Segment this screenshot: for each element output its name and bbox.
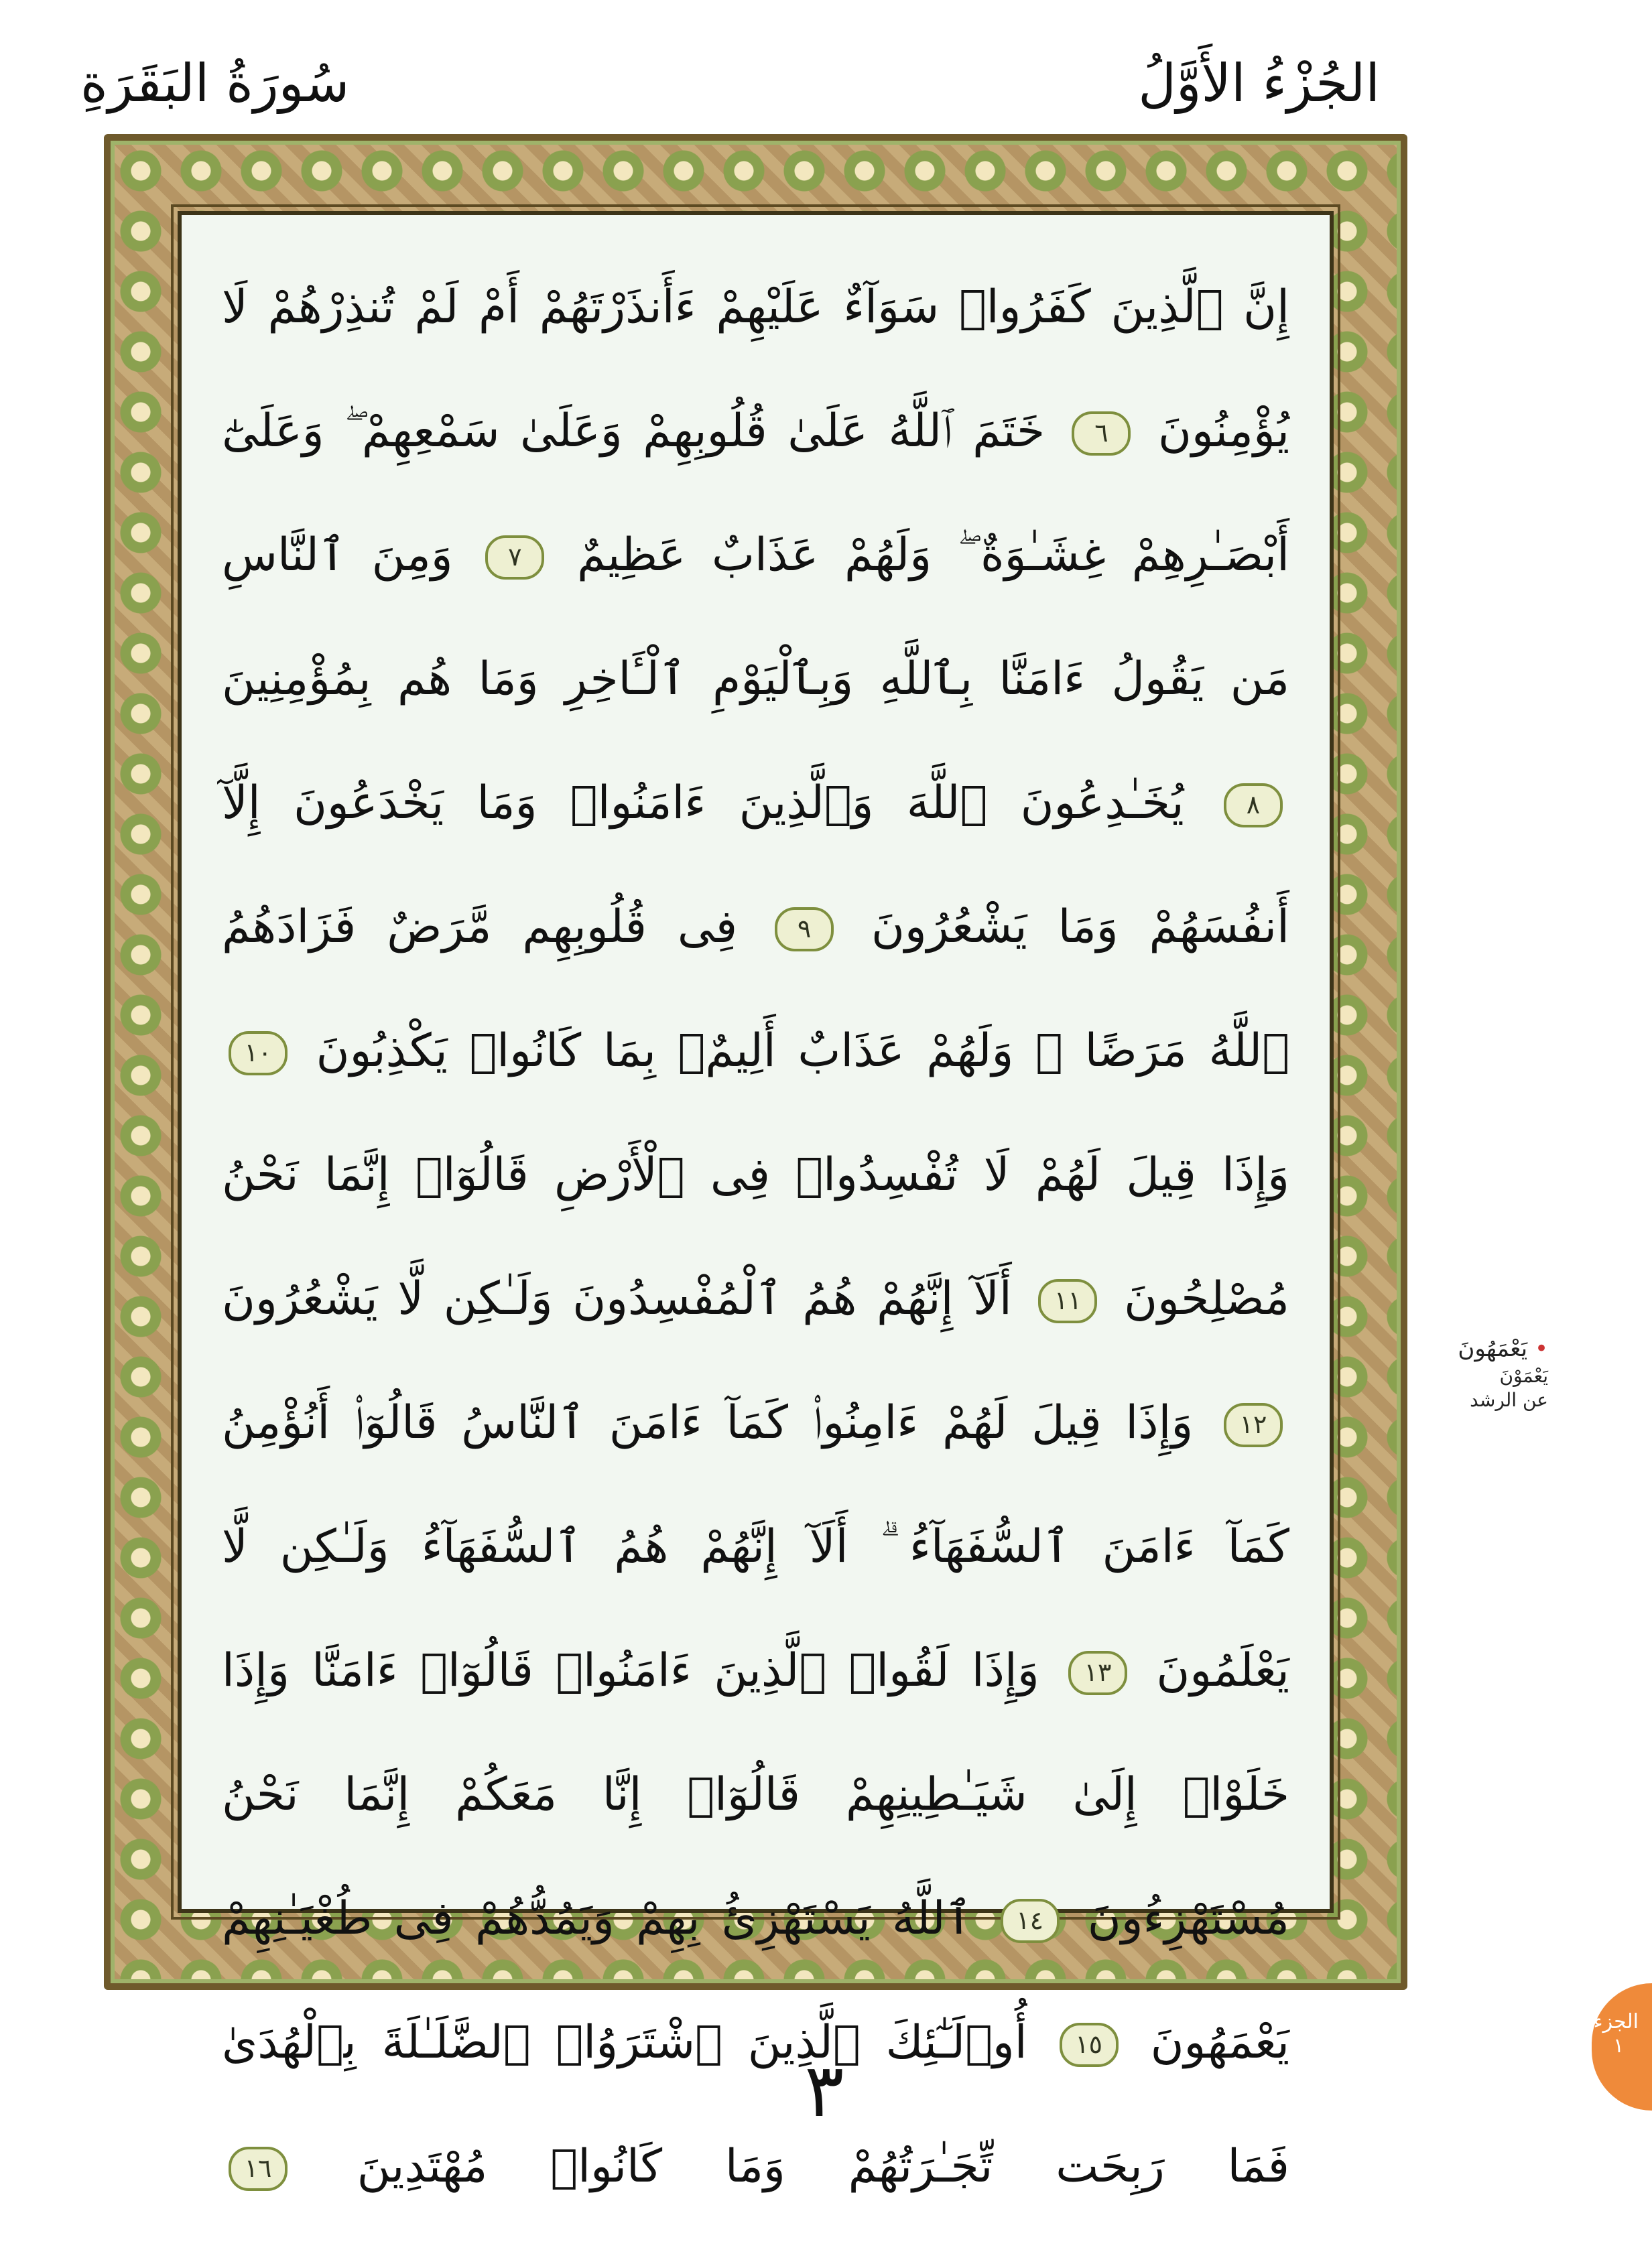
- text-panel: [178, 211, 1334, 2193]
- verse-number-marker: ١٥: [1060, 2023, 1119, 2067]
- juz-title: الجُزْءُ الأَوَّلُ: [1138, 54, 1380, 114]
- verse-block: [222, 245, 1290, 2193]
- verse-text: وَمِنَ ٱلنَّاسِ مَن يَقُولُ ءَامَنَّا بِٱللَّهِ وَبِٱلْيَوْمِ ٱلْـَٔاخِرِ وَمَا هُم بِمُؤْمِنِينَ: [222, 529, 1289, 706]
- page-number: ٣: [804, 2048, 844, 2133]
- verse-text: خَتَمَ ٱللَّهُ عَلَىٰ قُلُوبِهِمْ وَعَلَىٰ سَمْعِهِمْ ۖ وَعَلَىٰٓ أَبْصَـٰرِهِمْ غِشَـٰوَةٌ ۖ وَلَهُمْ عَذَابٌ عَظِيمٌ: [222, 405, 1289, 582]
- verse-text: وَإِذَا قِيلَ لَهُمْ ءَامِنُوا۟ كَمَآ ءَامَنَ ٱلنَّاسُ قَالُوٓا۟ أَنُؤْمِنُ كَمَآ ءَامَنَ ٱلسُّفَهَآءُ ۗ أَلَآ إِنَّهُمْ هُمُ ٱلسُّفَهَآءُ وَلَـٰكِن لَّا يَعْلَمُونَ: [222, 1396, 1289, 1697]
- verse-number-marker: ١٣: [1068, 1651, 1127, 1695]
- verse-number-marker: ٨: [1224, 783, 1283, 827]
- bullet-icon: •: [1534, 1335, 1548, 1362]
- verse-text: وَإِذَا لَقُوا۟ ٱلَّذِينَ ءَامَنُوا۟ قَالُوٓا۟ ءَامَنَّا وَإِذَا خَلَوْا۟ إِلَىٰ شَيَـٰطِينِهِمْ قَالُوٓا۟ إِنَّا مَعَكُمْ إِنَّمَا نَحْنُ مُسْتَهْزِءُونَ: [222, 1644, 1289, 1945]
- verse-text: يُخَـٰدِعُونَ ٱللَّهَ وَٱلَّذِينَ ءَامَنُوا۟ وَمَا يَخْدَعُونَ إِلَّآ أَنفُسَهُمْ وَمَا يَشْعُرُونَ: [222, 777, 1289, 953]
- verse-number-marker: ١٠: [229, 1031, 288, 1075]
- verse-number-marker: ١١: [1038, 1279, 1097, 1323]
- verse-number-marker: ٧: [485, 535, 544, 580]
- verse-number-marker: ٦: [1072, 411, 1131, 456]
- verse-text: أَلَآ إِنَّهُمْ هُمُ ٱلْمُفْسِدُونَ وَلَـٰكِن لَّا يَشْعُرُونَ: [222, 1272, 1012, 1325]
- verse-text: ٱللَّهُ يَسْتَهْزِئُ بِهِمْ وَيَمُدُّهُمْ فِى طُغْيَـٰنِهِمْ يَعْمَهُونَ: [222, 1892, 1290, 2069]
- margin-note-gloss: عن الرشد: [1470, 1389, 1548, 1411]
- verse-text: أُو۟لَـٰٓئِكَ ٱلَّذِينَ ٱشْتَرَوُا۟ ٱلضَّلَـٰلَةَ بِٱلْهُدَىٰ فَمَا رَبِحَت تِّجَـٰرَتُهُمْ وَمَا كَانُوا۟ مُهْتَدِينَ: [222, 2016, 1289, 2193]
- verse-number-marker: ١٦: [229, 2147, 288, 2191]
- margin-note-word: يَعْمَهُونَ: [1458, 1335, 1528, 1362]
- surah-title: سُورَةُ البَقَرَةِ: [80, 54, 350, 114]
- verse-number-marker: ١٤: [1001, 1899, 1060, 1943]
- margin-note: [1448, 1333, 1548, 1412]
- verse-number-marker: ١٢: [1224, 1403, 1283, 1447]
- verse-text: فِى قُلُوبِهِم مَّرَضٌ فَزَادَهُمُ ٱللَّهُ مَرَضًا ۖ وَلَهُمْ عَذَابٌ أَلِيمٌۢ بِمَا كَانُوا۟ يَكْذِبُونَ: [222, 900, 1289, 1077]
- verse-number-marker: ٩: [775, 907, 834, 951]
- juz-tab-label: الجزء ١: [1593, 2010, 1639, 2058]
- verse-text: وَإِذَا قِيلَ لَهُمْ لَا تُفْسِدُوا۟ فِى ٱلْأَرْضِ قَالُوٓا۟ إِنَّمَا نَحْنُ مُصْلِحُونَ: [222, 1148, 1289, 1325]
- margin-note-gloss-word: يَعْمَوْنَ: [1499, 1365, 1548, 1387]
- verse-text: إِنَّ ٱلَّذِينَ كَفَرُوا۟ سَوَآءٌ عَلَيْهِمْ ءَأَنذَرْتَهُمْ أَمْ لَمْ تُنذِرْهُمْ لَا يُؤْمِنُونَ: [222, 281, 1290, 458]
